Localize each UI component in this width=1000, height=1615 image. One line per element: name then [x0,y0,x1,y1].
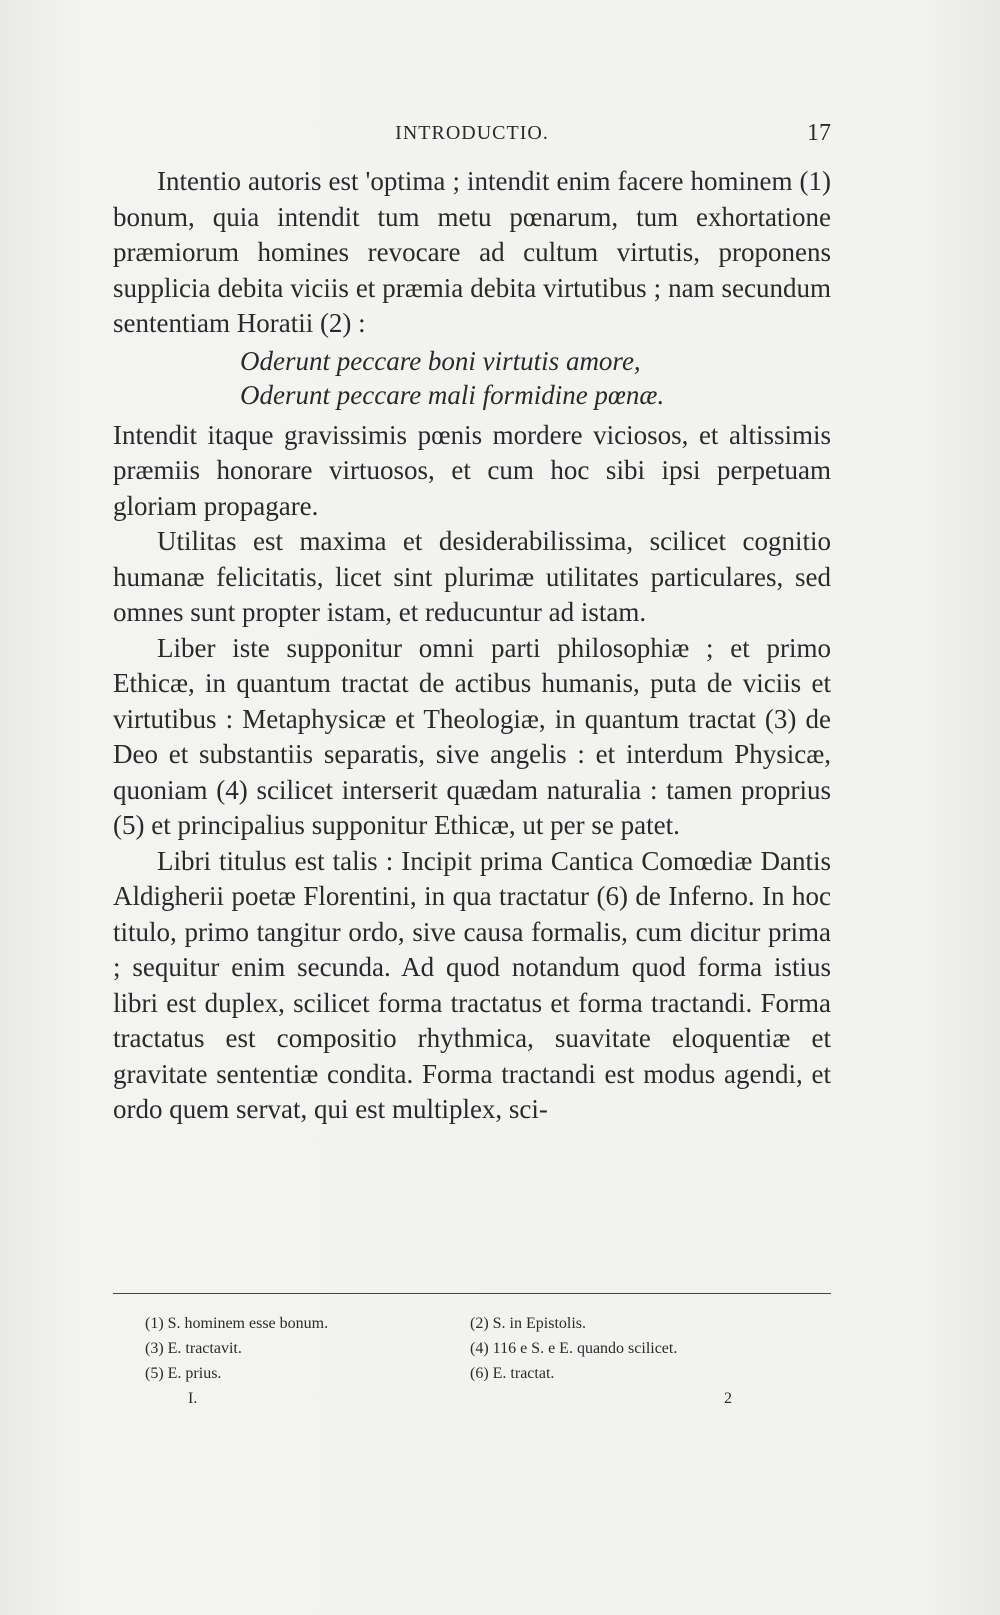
footnote-2: (2) S. in Epistolis. [470,1315,587,1332]
paragraph-4: Liber iste supponitur omni parti philosophiæ ; et primo Ethicæ, in quantum tractat de actibus humanis, puta de viciis et virtutibus : Metaphysicæ et Theologiæ, in quantum tractat (3) de Deo et substantiis separatis, sive angelis : et interdum Physicæ, quoniam (4) scilicet interserit quædam naturalia : tamen proprius (5) et principalius supponitur Ethicæ, ut per se patet. [113,632,831,840]
main-text [113,164,831,1128]
running-title: INTRODUCTIO. [395,122,549,144]
page-number: 17 [807,120,831,146]
footnote-row [145,1311,795,1336]
verse-line-2: Oderunt peccare mali formidine pœnæ. [240,379,665,410]
footnote-6: (6) E. tractat. [470,1365,555,1382]
page-header [113,122,831,152]
footnote-3: (3) E. tractavit. [145,1340,242,1357]
paragraph-2: Intendit itaque gravissimis pœnis mordere viciosos, et altissimis præmiis honorare virtuosos, et cum hoc sibi ipsi perpetuam gloriam propagare. [113,419,831,521]
footnote-5: (5) E. prius. [145,1365,222,1382]
footnote-4: (4) 116 e S. e E. quando scilicet. [470,1340,678,1357]
sheet-signature: 2 [724,1390,732,1407]
volume-mark: I. [188,1390,198,1407]
footnotes [145,1311,795,1386]
verse-line-1: Oderunt peccare boni virtutis amore, [240,345,641,376]
footnote-row [145,1336,795,1361]
paragraph-5: Libri titulus est talis : Incipit prima Cantica Comœdiæ Dantis Aldigherii poetæ Florentini, in qua tractatur (6) de Inferno. In hoc titulo, primo tangitur ordo, sive causa formalis, cum dicitur prima ; sequitur enim secunda. Ad quod notandum quod forma istius libri est duplex, scilicet forma tractatus et forma tractandi. Forma tractatus est compositio rhythmica, suavitate eloquentiæ et gravitate sententiæ condita. Forma tractandi est modus agendi, et ordo quem servat, qui est multiplex, sci- [113,845,831,1124]
footnote-row [145,1361,795,1386]
footnote-rule [113,1293,831,1294]
paragraph-1: Intentio autoris est 'optima ; intendit enim facere hominem (1) bonum, quia intendit tum metu pœnarum, tum exhortatione præmiorum homines revocare ad cultum virtutis, proponens supplicia debita viciis et præmia debita virtutibus ; nam secundum sententiam Horatii (2) : [113,166,831,338]
paragraph-3: Utilitas est maxima et desiderabilissima, scilicet cognitio humanæ felicitatis, licet sint plurimæ utilitates particulares, sed omnes sunt propter istam, et reducuntur ad istam. [113,526,831,627]
verse-quote [113,344,831,412]
footnote-1: (1) S. hominem esse bonum. [145,1315,329,1332]
